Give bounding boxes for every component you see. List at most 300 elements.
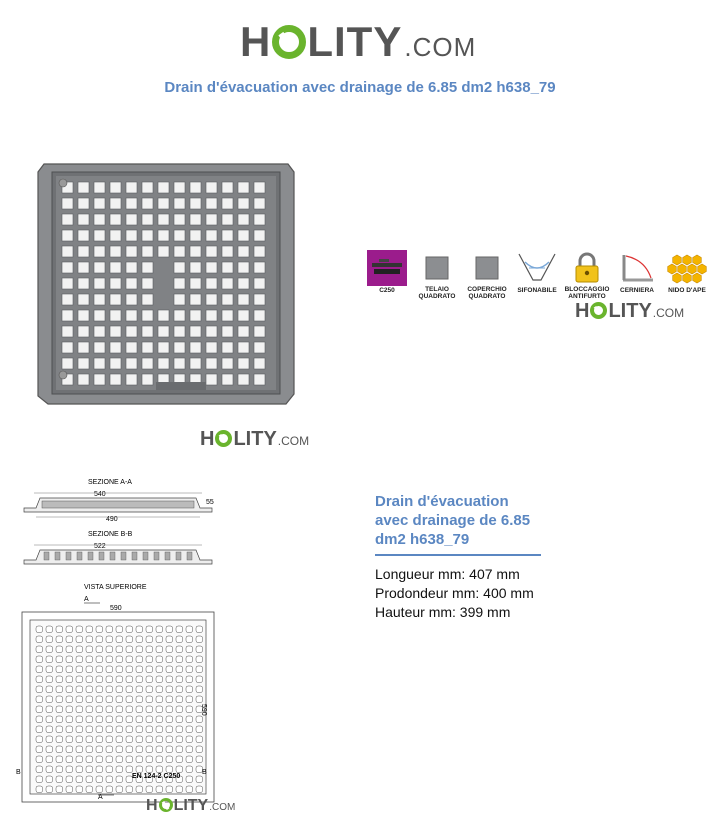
grate-slot [238,246,249,257]
drawing-slot [86,746,93,753]
grate-slot [62,358,73,369]
feature-square-frame [412,250,462,300]
drawing-slot [86,666,93,673]
drawing-slot [166,716,173,723]
drawing-slot [156,686,163,693]
grate-slot [142,262,153,273]
grate-slot [126,278,137,289]
spec-height: Hauteur mm: 399 mm [375,604,511,620]
drawing-slot [46,756,53,763]
logo-suffix: .COM [404,32,477,62]
drawing-slot [96,666,103,673]
drawing-slot [196,686,203,693]
drawing-slot [86,756,93,763]
grate-slot [126,182,137,193]
drawing-slot [96,676,103,683]
drawing-logo-lity: LITY [173,797,209,814]
drawing-slot [186,626,193,633]
drawing-slot [196,676,203,683]
product-title: Drain d'évacuation avec drainage de 6.85 dm2 h638_79 [375,493,531,548]
top-view-label: VISTA SUPERIORE [84,584,147,591]
drawing-slot [86,736,93,743]
drawing-slot [146,656,153,663]
drawing-slot [196,726,203,733]
feature-hinge [612,250,662,300]
drawing-slot [196,666,203,673]
drawing-slot [136,756,143,763]
drawing-slot [156,716,163,723]
drawing-slot [56,736,63,743]
grate-slot [238,310,249,321]
grate-slot [206,358,217,369]
grate-slot [238,278,249,289]
grate-slot [238,342,249,353]
grate-slot [206,262,217,273]
grate-slot [206,342,217,353]
drawing-slot [86,676,93,683]
drawing-slot [66,656,73,663]
drawing-slot [86,636,93,643]
photo-logo-ring-icon [215,430,232,447]
honeycomb-cell [698,264,707,274]
drawing-slot [186,666,193,673]
drawing-slot [76,636,83,643]
drawing-slot [66,736,73,743]
grate-slot [142,278,153,289]
grate-slot [142,230,153,241]
drawing-slot [86,686,93,693]
grate-slot [174,358,185,369]
drawing-slot [106,686,113,693]
drawing-slot [166,736,173,743]
grate-slot [254,326,265,337]
drawing-slot [126,636,133,643]
drawing-slot [36,656,43,663]
section-rib [55,552,60,560]
drawing-slot [176,786,183,793]
drawing-slot [196,626,203,633]
grate-slot [254,310,265,321]
drawing-slot [136,626,143,633]
grate-slot [174,262,185,273]
grate-slot [78,246,89,257]
drawing-slot [176,686,183,693]
feature-antitheft [562,250,612,300]
drawing-slot [186,636,193,643]
drawing-slot [146,626,153,633]
grate-slot [190,310,201,321]
drawing-slot [96,696,103,703]
icon-label-antitheft: BLOCCAGGIO ANTIFURTO [564,286,610,300]
icon-label-hinge: CERNIERA [620,287,654,294]
grate-slot [222,358,233,369]
grate-slot [110,326,121,337]
drawing-slot [76,646,83,653]
dim-540-label: 540 [94,491,106,498]
grate-slot [142,182,153,193]
drawing-slot [186,676,193,683]
drawing-slot [116,666,123,673]
icons-logo-lity: LITY [608,300,652,322]
drawing-slot [176,636,183,643]
drawing-slot [186,746,193,753]
grate-slot [78,374,89,385]
drawing-slot [96,746,103,753]
drawing-slot [106,656,113,663]
section-rib [165,552,170,560]
drawing-slot [146,786,153,793]
drawing-slot [156,746,163,753]
drawing-slot [106,696,113,703]
drawing-slot [196,786,203,793]
drawing-slot [76,736,83,743]
section-rib [154,552,159,560]
drawing-logo-h: H [146,797,158,814]
grate-slot [142,246,153,257]
grate-slot [126,230,137,241]
drawing-slot [106,756,113,763]
section-rib [77,552,82,560]
grate-slot [94,374,105,385]
grate-slot [126,326,137,337]
drawing-slot [106,776,113,783]
drawing-slot [86,656,93,663]
grate-slot [94,326,105,337]
drawing-logo-ring-icon [159,798,173,812]
grate-slot [238,326,249,337]
drawing-slot [36,766,43,773]
grate-slot [62,342,73,353]
drawing-slot [76,656,83,663]
drawing-slot [86,766,93,773]
drawing-slot [146,676,153,683]
grate-slot [110,182,121,193]
drawing-slot [46,656,53,663]
honeycomb-cell [673,255,682,265]
section-rib [187,552,192,560]
drawing-slot [86,716,93,723]
drawing-slot [126,746,133,753]
drawing-slot [66,766,73,773]
grate-slot [254,214,265,225]
drawing-slot [46,746,53,753]
technical-drawing [14,474,234,814]
drawing-slot [176,666,183,673]
grate-slot [174,294,185,305]
grate-slot [142,310,153,321]
drawing-slot [156,656,163,663]
drawing-slot [186,736,193,743]
grate-slot [222,326,233,337]
grate-slot [174,246,185,257]
grate-slot [206,310,217,321]
grate-slot [110,310,121,321]
grate-slot [94,278,105,289]
grate-slot [110,342,121,353]
grate-slot [94,230,105,241]
drawing-slot [156,736,163,743]
drawing-slot [106,626,113,633]
spec-length: Longueur mm: 407 mm [375,566,520,582]
drawing-slot [36,726,43,733]
drawing-slot [56,636,63,643]
grate-slot [142,342,153,353]
drawing-slot [116,746,123,753]
drawing-slot [86,776,93,783]
drawing-slot [66,726,73,733]
drawing-slot [56,716,63,723]
drawing-slot [166,696,173,703]
drawing-slot [106,716,113,723]
drawing-slot [76,666,83,673]
grate-slot [62,294,73,305]
drawing-slot [76,626,83,633]
drawing-slot [106,766,113,773]
holity-logo[interactable] [240,18,476,66]
grate-slot [222,214,233,225]
drawing-slot [156,626,163,633]
drawing-slot [76,676,83,683]
drawing-slot [96,656,103,663]
grate-slot [190,230,201,241]
drawing-slot [176,766,183,773]
svg-text:55: 55 [206,499,214,506]
grate-slot [142,358,153,369]
drawing-slot [186,716,193,723]
grate-slot [222,294,233,305]
drawing-slot [176,696,183,703]
grate-slot [110,358,121,369]
grate-slot [126,246,137,257]
drawing-slot [186,656,193,663]
icon-label-cover: COPERCHIO QUADRATO [467,286,507,300]
drawing-slot [56,786,63,793]
drawing-slot [136,646,143,653]
drawing-slot [36,706,43,713]
drawing-slot [76,706,83,713]
section-rib [99,552,104,560]
drawing-slot [116,656,123,663]
drawing-slot [136,736,143,743]
drawing-slot [76,716,83,723]
drawing-slot [56,666,63,673]
drawing-slot [96,776,103,783]
section-rib [88,552,93,560]
drawing-slot [186,756,193,763]
grate-slot [190,326,201,337]
drawing-slot [186,726,193,733]
drawing-slot [116,786,123,793]
drawing-slot [156,706,163,713]
drawing-slot [126,656,133,663]
square-cover-icon [467,250,507,285]
drawing-slot [166,726,173,733]
drawing-slot [146,766,153,773]
drawing-slot [176,626,183,633]
drawing-slot [96,716,103,723]
drawing-slot [136,676,143,683]
honeycomb-cell [693,273,702,283]
drawing-slot [96,686,103,693]
drawing-slot [116,766,123,773]
grate-slot [78,278,89,289]
drawing-slot [46,716,53,723]
grate-slot [110,214,121,225]
grate-slot [174,342,185,353]
drawing-slot [66,716,73,723]
drawing-slot [66,686,73,693]
drawing-slot [196,696,203,703]
drawing-slot [136,786,143,793]
svg-text:590: 590 [200,704,207,716]
drawing-slot [86,786,93,793]
grate-slot [254,342,265,353]
drawing-slot [156,666,163,673]
drawing-slot [176,736,183,743]
dim-490-label: 490 [106,516,118,523]
marker-a-top: A [84,596,89,603]
grate-slot [126,294,137,305]
drawing-slot [96,766,103,773]
drawing-slot [146,696,153,703]
drawing-slot [136,766,143,773]
icons-logo-ring-icon [590,302,607,319]
drawing-slot [46,736,53,743]
drawing-slot [66,626,73,633]
drawing-slot [126,766,133,773]
grate-slot [174,198,185,209]
drawing-slot [126,726,133,733]
drawing-slot [116,676,123,683]
drawing-logo [146,796,235,815]
drawing-slot [176,676,183,683]
grate-slot [238,230,249,241]
grate-slot [158,230,169,241]
drawing-slot [36,686,43,693]
drawing-slot [196,756,203,763]
grate-slot [62,326,73,337]
grate-slot [174,310,185,321]
drawing-slot [126,706,133,713]
drawing-slot [136,666,143,673]
grate-slot [142,294,153,305]
drawing-slot [46,686,53,693]
drawing-slot [36,666,43,673]
drawing-slot [46,636,53,643]
drawing-slot [46,646,53,653]
icon-label-frame: TELAIO QUADRATO [418,286,456,300]
drawing-slot [176,646,183,653]
drawing-slot [136,636,143,643]
grate-slot [78,294,89,305]
drawing-slot [196,636,203,643]
drawing-slot [176,706,183,713]
section-rib [66,552,71,560]
drawing-slot [126,676,133,683]
drawing-slot [166,656,173,663]
grate-slot [254,374,265,385]
grate-slot [206,374,217,385]
section-rib [110,552,115,560]
grate-slot [126,358,137,369]
drawing-slot [56,776,63,783]
honeycomb-cell [673,273,682,283]
grate-slot [254,246,265,257]
drawing-slot [186,766,193,773]
drawing-slot [196,776,203,783]
drawing-slot [116,696,123,703]
drawing-slot [116,686,123,693]
drawing-slot [46,706,53,713]
drawing-slot [116,626,123,633]
grate-slot [158,182,169,193]
drawing-slot [86,696,93,703]
drawing-slot [116,756,123,763]
drawing-slot [56,656,63,663]
drawing-slot [46,626,53,633]
class-c250-icon [367,250,407,286]
section-rib [132,552,137,560]
drawing-slot [36,696,43,703]
drawing-slot [126,696,133,703]
grate-slot [158,326,169,337]
drawing-slot [126,716,133,723]
drawing-slot [56,696,63,703]
stamp-label: EN 124-2 C250 [132,773,181,780]
drawing-slot [186,646,193,653]
drawing-slot [76,766,83,773]
drawing-slot [46,776,53,783]
drawing-slot [126,626,133,633]
drawing-slot [56,676,63,683]
grate-slot [158,246,169,257]
drawing-slot [56,626,63,633]
drawing-slot [126,666,133,673]
grate-slot [190,262,201,273]
drawing-slot [66,666,73,673]
grate-slot [142,326,153,337]
grate-slot [110,262,121,273]
drawing-slot [136,686,143,693]
grate-slot [206,294,217,305]
grate-slot [190,246,201,257]
drawing-slot [106,706,113,713]
drawing-slot [106,676,113,683]
drawing-slot [116,646,123,653]
honeycomb-cell [693,255,702,265]
grate-slot [142,214,153,225]
grate-slot [238,374,249,385]
grate-slot [222,198,233,209]
drawing-slot [186,706,193,713]
grate-slot [158,198,169,209]
drawing-slot [136,716,143,723]
drawing-slot [76,726,83,733]
drawing-slot [166,706,173,713]
icons-logo [575,300,684,323]
drawing-slot [106,666,113,673]
drawing-slot [56,766,63,773]
grate-slot [222,310,233,321]
grate-slot [206,246,217,257]
drawing-slot [36,786,43,793]
drawing-slot [36,636,43,643]
grate-slot [110,198,121,209]
drawing-slot [156,636,163,643]
drawing-slot [156,696,163,703]
logo-text-lity: LITY [307,18,403,65]
drawing-slot [166,756,173,763]
